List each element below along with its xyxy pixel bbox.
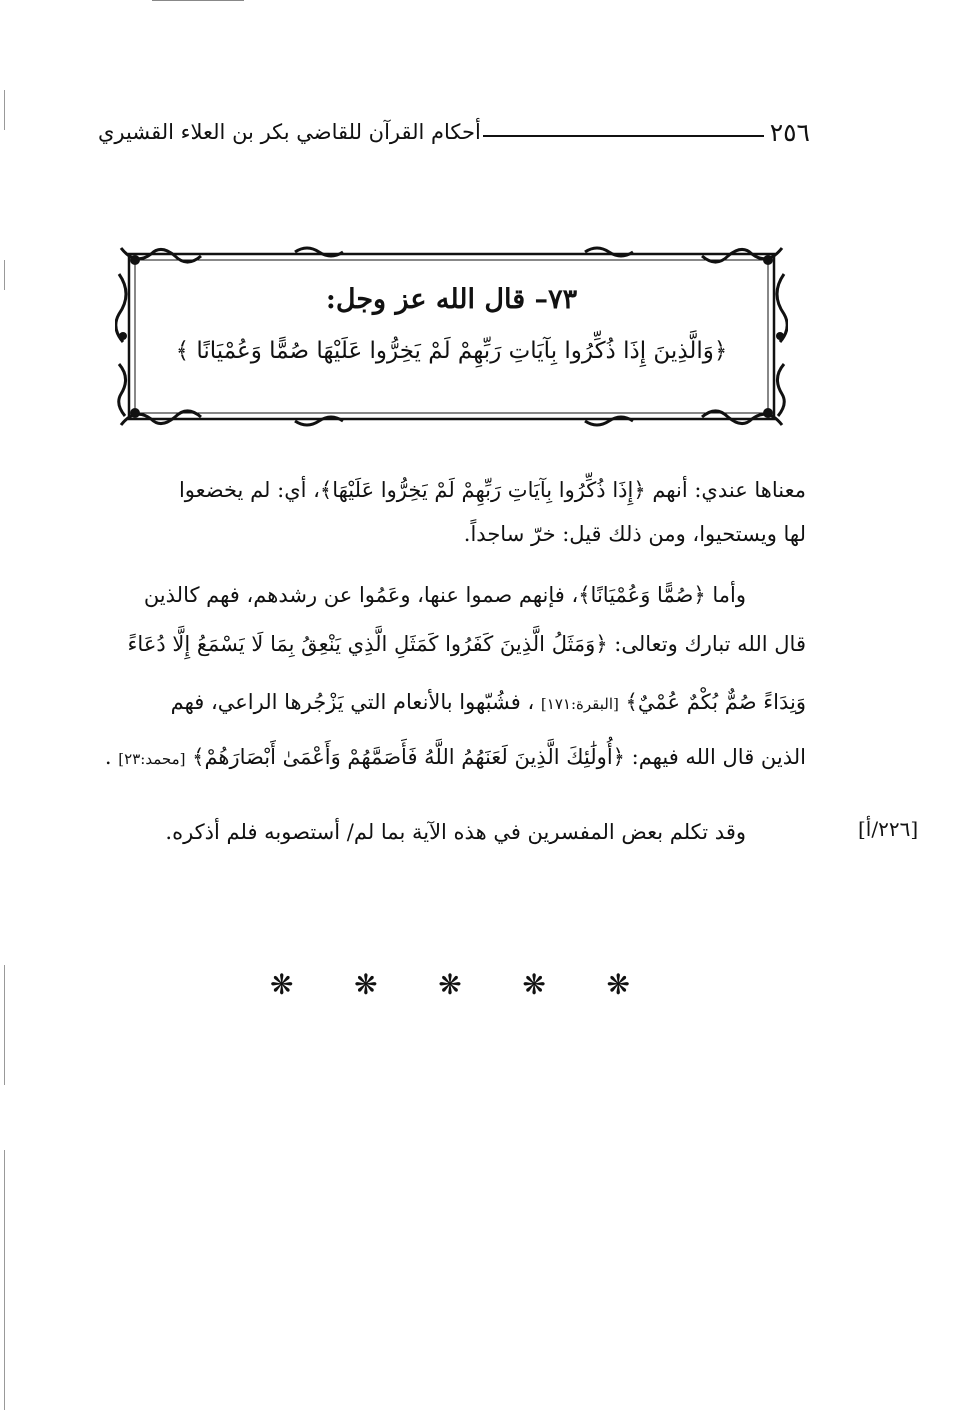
ornamental-title-box	[115, 244, 788, 429]
paragraph-2-line-4	[105, 745, 806, 769]
scan-edge-mark	[4, 1150, 5, 1410]
star-ornament: ❋	[606, 968, 630, 1001]
running-title: أحكام القرآن للقاضي بكر بن العلاء القشيري	[98, 120, 481, 144]
verse-reference: [البقرة:١٧١]	[540, 695, 619, 713]
scan-edge-mark	[4, 260, 5, 290]
paragraph-3-line-1: وقد تكلم بعض المفسرين في هذه الآية بما لم/ أستصوبه فلم أذكره.	[165, 820, 746, 844]
star-ornament: ❋	[270, 968, 294, 1001]
page-number: ٢٥٦	[769, 117, 810, 147]
star-ornament: ❋	[354, 968, 378, 1001]
section-heading: ٧٣– قال الله عز وجل:	[325, 284, 578, 315]
paragraph-2-line-1: وأما ﴿صُمًّا وَعُمْيَانًا﴾، فإنهم صموا عنها، وعَمُوا عن رشدهم، فهم كالذين	[143, 583, 746, 607]
ornament-frame	[115, 244, 788, 429]
paragraph-1-line-2: لها ويستحيوا، ومن ذلك قيل: خرّ ساجداً.	[463, 522, 806, 546]
manuscript-folio-marker: [٢٢٦/أ]	[858, 817, 919, 841]
verse-reference: [محمد:٢٣]	[118, 750, 186, 768]
quran-verse: ﴿وَالَّذِينَ إِذَا ذُكِّرُوا بِآيَاتِ رَبِّهِمْ لَمْ يَخِرُّوا عَلَيْهَا صُمًّا وَعُمْيَانًا ﴾	[175, 338, 728, 364]
star-ornament: ❋	[522, 968, 546, 1001]
line-text: .	[104, 745, 112, 769]
paragraph-2-line-3	[171, 690, 806, 714]
verse-fragment: الذين قال الله فيهم: ﴿أُولَٰئِكَ الَّذِينَ لَعَنَهُمُ اللَّهُ فَأَصَمَّهُمْ وَأَعْمَىٰ أَبْصَارَهُمْ﴾	[192, 745, 806, 769]
star-ornament: ❋	[438, 968, 462, 1001]
top-edge-line	[152, 0, 244, 1]
verse-fragment: وَنِدَاءً صُمٌّ بُكْمٌ عُمْيٌ﴾	[625, 690, 806, 714]
paragraph-1-line-1: معناها عندي: أنهم ﴿إِذَا ذُكِّرُوا بِآيَاتِ رَبِّهِمْ لَمْ يَخِرُّوا عَلَيْهَا﴾، أي: لم يخضعوا	[178, 478, 806, 502]
scan-edge-mark	[4, 90, 5, 130]
scan-edge-mark	[4, 965, 5, 1085]
running-header	[98, 112, 810, 152]
section-separator	[270, 968, 630, 1001]
paragraph-2-line-2: قال الله تبارك وتعالى: ﴿وَمَثَلُ الَّذِينَ كَفَرُوا كَمَثَلِ الَّذِي يَنْعِقُ بِمَا لَا يَسْمَعُ إِلَّا دُعَاءً	[127, 632, 806, 656]
line-text: ، فشُبّهوا بالأنعام التي يَزْجُرها الراعي، فهم	[170, 690, 535, 714]
header-rule	[483, 135, 764, 137]
